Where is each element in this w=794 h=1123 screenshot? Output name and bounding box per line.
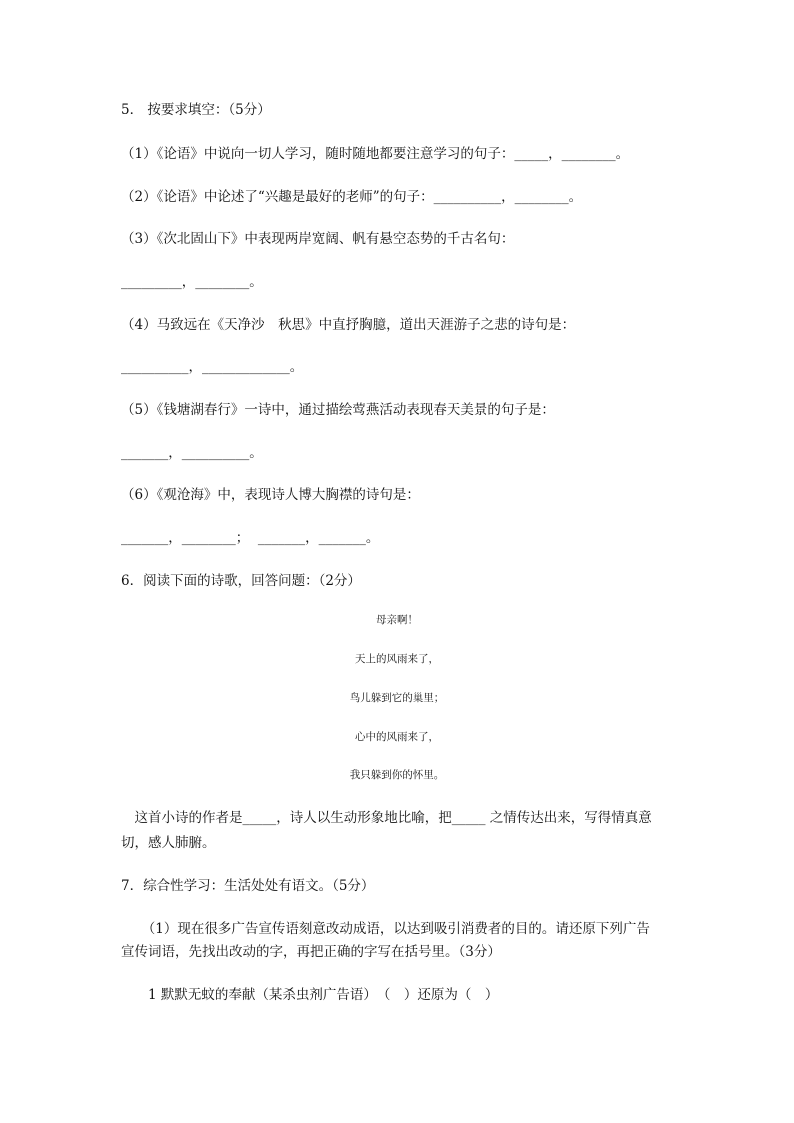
q5-item-6: （6）《观沧海》中，表现诗人博大胸襟的诗句是： xyxy=(121,487,420,503)
q5-item-3: （3）《次北固山下》中表现两岸宽阔、帆有悬空态势的千古名句： xyxy=(121,231,515,247)
q6-title: 6．阅读下面的诗歌，回答问题：（2分） xyxy=(121,573,361,589)
q7-intro-line-1: （1）现在很多广告宣传语刻意改动成语，以达到吸引消费者的目的。请还原下列广告 xyxy=(135,921,650,937)
q5-item-5: （5）《钱塘湖春行》一诗中，通过描绘莺燕活动表现春天美景的句子是： xyxy=(121,402,555,418)
q7-intro-line-2: 宣传词语，先找出改动的字，再把正确的字写在括号里。（3分） xyxy=(121,944,501,960)
q6-question-line-2: 切，感人肺腑。 xyxy=(121,835,216,851)
poem-line-1: 母亲啊！ xyxy=(376,614,418,626)
q5-item-4: （4）马致远在《天净沙 秋思》中直抒胸臆，道出天涯游子之悲的诗句是： xyxy=(121,317,576,333)
q5-item-1: （1）《论语》中说向一切人学习，随时随地都要注意学习的句子：_____，________。 xyxy=(121,146,630,162)
poem-line-5: 我只躲到你的怀里。 xyxy=(349,769,445,781)
q5-item-4-blanks: __________，_____________。 xyxy=(121,359,304,375)
poem-line-3: 鸟儿躲到它的巢里； xyxy=(349,692,445,704)
q5-item-2: （2）《论语》中论述了“兴趣是最好的老师”的句子：__________，________。 xyxy=(121,189,583,205)
q7-item-1: 1 默默无蚊的奉献（某杀虫剂广告语） （ ）还原为（ ） xyxy=(148,987,499,1003)
poem-line-2: 天上的风雨来了， xyxy=(355,653,439,665)
q6-question-line-1: 这首小诗的作者是_____，诗人以生动形象地比喻，把_____ 之情传达出来，写得情真意 xyxy=(121,810,652,826)
q5-item-5-blanks: _______，__________。 xyxy=(121,445,263,461)
q7-title: 7．综合性学习：生活处处有语文。（5分） xyxy=(121,878,375,894)
q5-title: 5． 按要求填空：（5分） xyxy=(121,102,271,118)
q5-item-3-blanks: _________，________。 xyxy=(121,274,263,290)
q5-item-6-blanks: _______，________； _______，_______。 xyxy=(121,530,380,546)
poem-line-4: 心中的风雨来了， xyxy=(355,731,439,743)
